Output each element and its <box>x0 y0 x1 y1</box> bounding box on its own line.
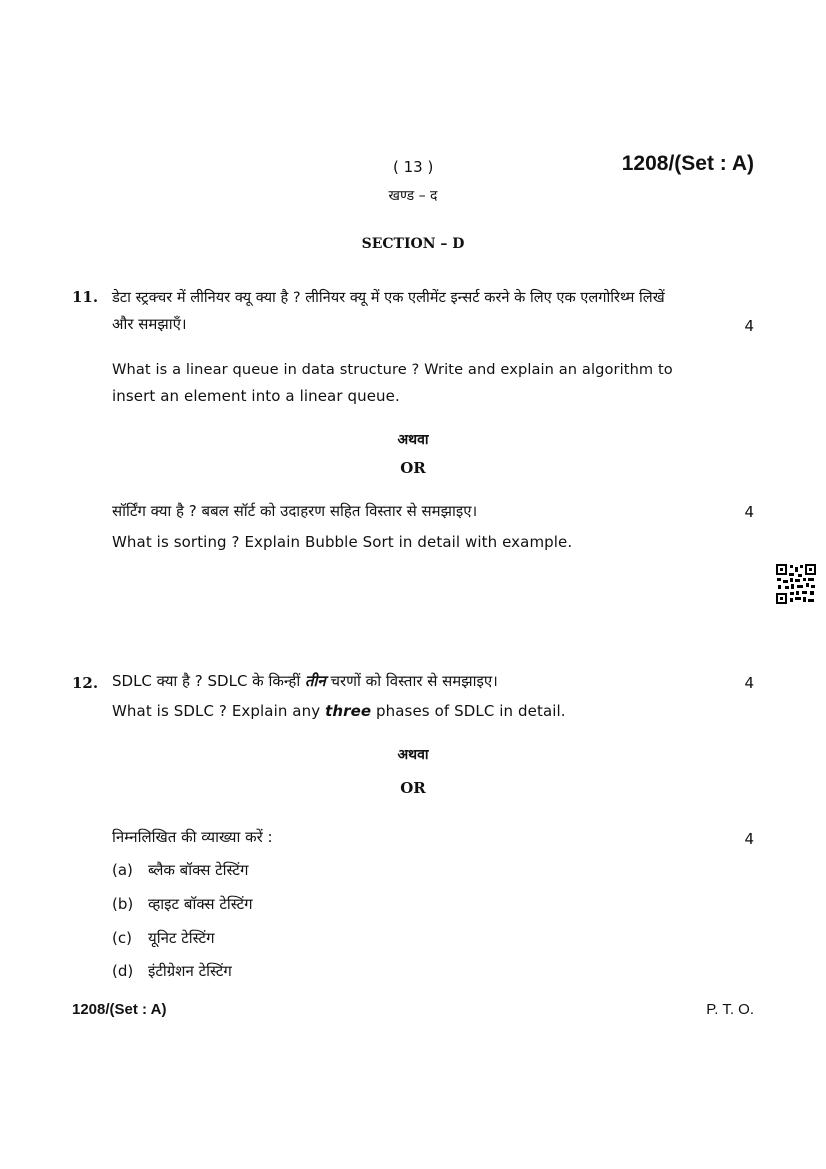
option-c-text: यूनिट टेस्टिंग <box>148 929 215 947</box>
question-12-marks: 4 <box>744 674 754 692</box>
option-d-label: (d) <box>112 962 134 980</box>
question-11-english-line1: What is a linear queue in data structure ? Write and explain an algorithm to <box>112 361 673 378</box>
question-12-english <box>112 698 754 725</box>
or-english-12: OR <box>400 779 426 797</box>
question-11-hindi-line2: और समझाएँ। <box>112 315 187 333</box>
question-12-hindi <box>112 668 754 695</box>
question-11-english <box>112 356 754 410</box>
pto-label: P. T. O. <box>706 1001 754 1018</box>
option-d-text: इंटीग्रेशन टेस्टिंग <box>148 962 232 980</box>
option-b-label: (b) <box>112 895 134 913</box>
question-11-alt-marks: 4 <box>744 503 754 521</box>
page-number: ( 13 ) <box>393 158 434 176</box>
question-number-11: 11. <box>72 288 99 306</box>
option-b <box>112 894 253 914</box>
or-english-11: OR <box>400 459 426 477</box>
section-title-hindi: खण्ड – द <box>388 188 438 204</box>
question-12-alt-marks: 4 <box>744 830 754 848</box>
question-12-hindi-before: SDLC क्या है ? SDLC के किन्हीं <box>112 672 305 690</box>
paper-code-header: 1208/(Set : A) <box>621 152 754 175</box>
option-b-text: व्हाइट बॉक्स टेस्टिंग <box>148 895 253 913</box>
qr-code-icon <box>776 564 816 604</box>
question-12-hindi-emphasis: तीन <box>304 672 326 690</box>
option-d <box>112 961 232 981</box>
option-a-label: (a) <box>112 861 133 879</box>
option-c-label: (c) <box>112 929 132 947</box>
section-title-english: SECTION – D <box>361 236 465 252</box>
question-12-english-after: phases of SDLC in detail. <box>371 702 566 720</box>
option-a-text: ब्लैक बॉक्स टेस्टिंग <box>148 861 249 879</box>
question-number-12: 12. <box>72 674 99 692</box>
question-12-alt-hindi: निम्नलिखित की व्याख्या करें : <box>112 828 273 846</box>
question-11-alt-english: What is sorting ? Explain Bubble Sort in detail with example. <box>112 533 573 551</box>
paper-code-footer: 1208/(Set : A) <box>72 1001 167 1018</box>
question-11-hindi-line1: डेटा स्ट्रक्चर में लीनियर क्यू क्या है ? लीनियर क्यू में एक एलीमेंट इन्सर्ट करने के लिए एक एलगोरिथ्म लिखें <box>112 289 665 306</box>
question-12-english-emphasis: three <box>325 702 372 720</box>
or-hindi-12: अथवा <box>397 747 429 763</box>
question-11-hindi <box>112 284 754 338</box>
option-c <box>112 928 215 948</box>
option-a <box>112 860 248 880</box>
question-12-hindi-after: चरणों को विस्तार से समझाइए। <box>325 672 498 690</box>
or-hindi-11: अथवा <box>397 432 429 448</box>
question-12-english-before: What is SDLC ? Explain any <box>112 702 326 720</box>
question-11-alt-hindi: सॉर्टिंग क्या है ? बबल सॉर्ट को उदाहरण सहित विस्तार से समझाइए। <box>112 502 478 520</box>
question-11-marks: 4 <box>744 317 754 335</box>
question-11-english-line2: insert an element into a linear queue. <box>112 387 400 405</box>
